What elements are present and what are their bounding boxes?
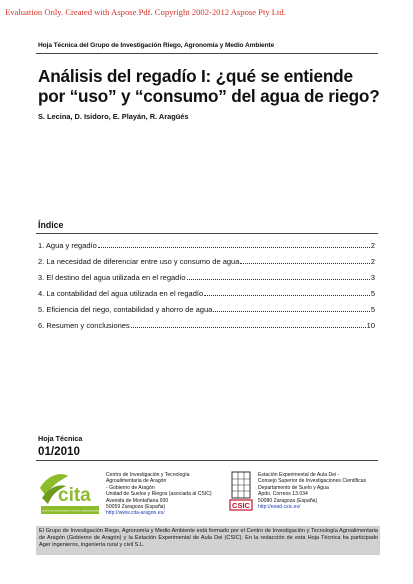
issue-number: 01/2010 (38, 445, 80, 458)
toc-entry-page: 5 (370, 305, 375, 315)
toc-entry-page: 10 (366, 321, 375, 331)
toc-dot-leader (187, 273, 370, 280)
evaluation-watermark: Evaluation Only. Created with Aspose.Pdf. Copyright 2002-2012 Aspose Pty Ltd. (5, 7, 286, 17)
cita-website-link[interactable]: http://www.cita-aragon.es/ (106, 510, 165, 517)
csic-logo (229, 470, 253, 512)
issue-label: Hoja Técnica (38, 434, 83, 443)
issue-divider (36, 460, 378, 461)
toc-entry-label: 2. La necesidad de diferenciar entre uso y consumo de agua (38, 257, 240, 267)
toc-entry[interactable] (38, 305, 375, 321)
cita-logo-subtext: CENTRO DE INVESTIGACIÓN Y TECNOLOGÍA AGROALIMENTARIA DE ARAGÓN (42, 510, 118, 513)
toc-entry-label: 6. Resumen y conclusiones (38, 321, 130, 331)
toc-entry-page: 5 (370, 289, 375, 299)
toc-entry[interactable] (38, 273, 375, 289)
csic-address-line: 50080 Zaragoza (España) (258, 497, 318, 504)
csic-address-line: Consejo Superior de Investigaciones Científicas (258, 478, 367, 485)
toc-heading: Índice (38, 220, 64, 230)
cita-address-line: Agroalimentaria de Aragón (106, 478, 167, 485)
toc-dot-leader (131, 321, 366, 328)
footer-text: El Grupo de Investigación Riego, Agronomía y Medio Ambiente está formado por el Centro de Investigación y Tecnología Agroalimentaria de Aragón (Gobierno de Aragón) y la Estación Experimental de Aula Dei (CSIC). En la redacción de esta Hoja Técnica ha participado Ager ingenieros, ingeniería rural y civil S.L. (39, 528, 378, 548)
csic-address (258, 472, 383, 510)
toc-dot-leader (213, 305, 370, 312)
toc-entry-page: 2 (370, 241, 375, 250)
toc-entry[interactable] (38, 289, 375, 305)
csic-website-link[interactable]: http://eead.csic.es/ (258, 504, 301, 511)
cita-address-line: Avenida de Montañana 930 (106, 497, 169, 504)
series-header: Hoja Técnica del Grupo de Investigación Riego, Agronomía y Medio Ambiente (38, 42, 275, 49)
header-divider (36, 53, 378, 54)
cita-address-line: - Gobierno de Aragón (106, 484, 155, 491)
toc-entry[interactable] (38, 241, 375, 257)
document-title: Análisis del regadío I: ¿qué se entiende por “uso” y “consumo” del agua de riego? (38, 66, 380, 106)
csic-address-line: Departamento de Suelo y Agua (258, 484, 329, 491)
cita-logo-text: cita (58, 485, 91, 506)
toc-entry-label: 5. Eficiencia del riego, contabilidad y ahorro de agua (38, 305, 213, 315)
authors: S. Lecina, D. Isidoro, E. Playán, R. Aragüés (38, 112, 189, 121)
toc-divider (36, 233, 378, 234)
table-of-contents (38, 241, 375, 338)
toc-entry-page: 3 (370, 273, 375, 283)
csic-address-line: Estación Experimental de Aula Dei - (258, 472, 340, 478)
toc-dot-leader (204, 289, 370, 296)
toc-entry-label: 1. Agua y regadío (38, 241, 97, 250)
cita-address-line: Centro de Investigación y Tecnología (106, 472, 190, 478)
cita-address-line: 50059 Zaragoza (España) (106, 504, 166, 511)
toc-dot-leader (98, 241, 370, 248)
cita-logo (38, 468, 118, 516)
cita-address (106, 472, 228, 517)
toc-entry-page: 2 (370, 257, 375, 267)
toc-entry-label: 3. El destino del agua utilizada en el regadío (38, 273, 186, 283)
csic-logo-text: CSIC (232, 501, 250, 510)
toc-entry[interactable] (38, 257, 375, 273)
csic-address-line: Apdo. Correos 13.034 (258, 491, 308, 498)
group-footer-note (36, 526, 380, 555)
toc-entry[interactable] (38, 321, 375, 337)
toc-entry-label: 4. La contabilidad del agua utilizada en el regadío (38, 289, 204, 299)
cita-address-line: Unidad de Suelos y Riegos (asociada al CSIC) (106, 491, 212, 498)
toc-dot-leader (240, 257, 369, 264)
